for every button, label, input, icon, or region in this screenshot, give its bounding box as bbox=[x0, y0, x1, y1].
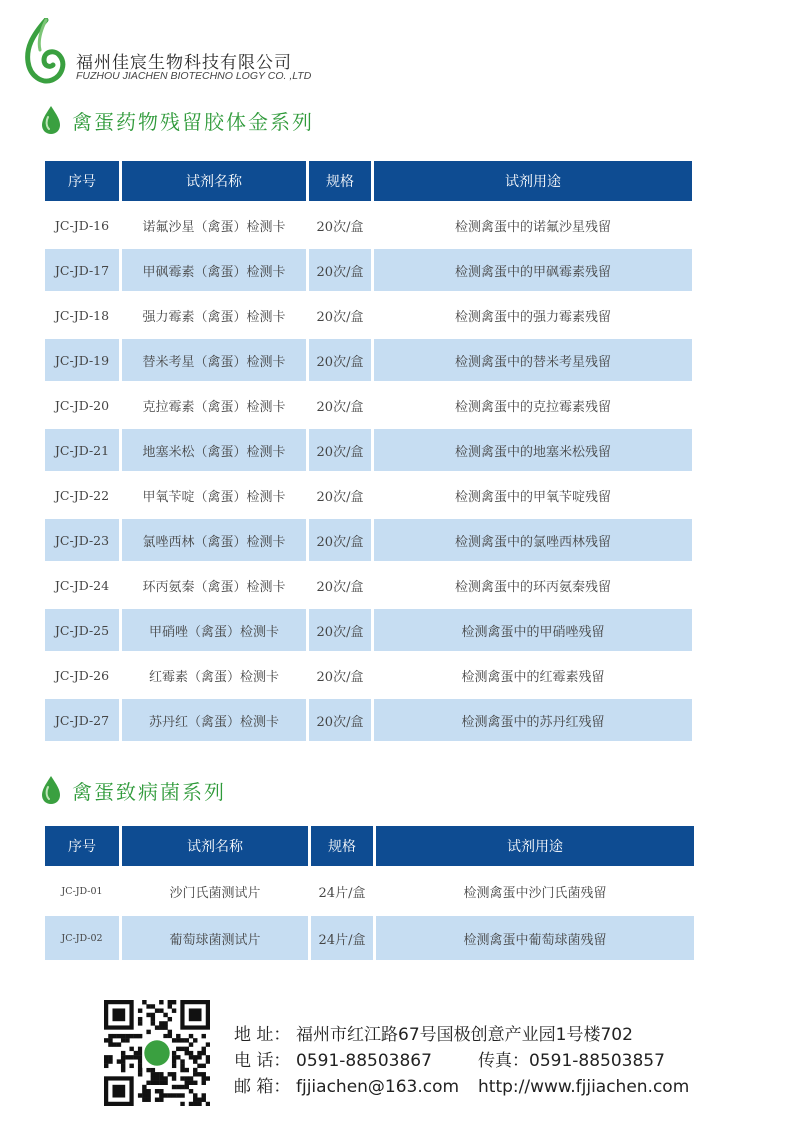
section-title-text: 禽蛋致病菌系列 bbox=[72, 779, 226, 804]
cell-spec: 20次/盒 bbox=[309, 429, 371, 471]
logo-icon bbox=[22, 18, 68, 88]
cell-name: 地塞米松（禽蛋）检测卡 bbox=[122, 429, 306, 471]
cell-use: 检测禽蛋中的甲砜霉素残留 bbox=[374, 249, 692, 291]
section-title-drug-residue bbox=[40, 102, 314, 138]
table-row bbox=[45, 654, 692, 696]
qr-code-icon bbox=[104, 1000, 210, 1106]
column-header-name: 试剂名称 bbox=[122, 161, 306, 201]
cell-spec: 20次/盒 bbox=[309, 699, 371, 741]
phone-row bbox=[234, 1048, 665, 1074]
address-label: 地 址： bbox=[234, 1025, 291, 1045]
cell-code: JC-JD-18 bbox=[54, 307, 110, 323]
cell-use: 检测禽蛋中的诺氟沙星残留 bbox=[454, 219, 611, 235]
cell-name: 甲砜霉素（禽蛋）检测卡 bbox=[122, 249, 306, 291]
table-row bbox=[45, 869, 694, 913]
column-header-spec: 规格 bbox=[311, 826, 373, 866]
table-row bbox=[45, 916, 694, 960]
cell-spec: 20次/盒 bbox=[309, 249, 371, 291]
company-name-en: FUZHOU JIACHEN BIOTECHNO LOGY CO. ,LTD bbox=[76, 70, 312, 82]
column-header-code: 序号 bbox=[45, 826, 119, 866]
table-row bbox=[45, 474, 692, 516]
cell-code: JC-JD-26 bbox=[54, 667, 110, 683]
email-label: 邮 箱： bbox=[234, 1077, 291, 1097]
cell-name: 葡萄球菌测试片 bbox=[122, 916, 308, 960]
cell-use: 检测禽蛋中的苏丹红残留 bbox=[374, 699, 692, 741]
column-header-code: 序号 bbox=[45, 161, 119, 201]
phone-label: 电 话： bbox=[234, 1051, 291, 1071]
address-value: 福州市红江路67号国极创意产业园1号楼702 bbox=[296, 1025, 633, 1045]
cell-use: 检测禽蛋中的地塞米松残留 bbox=[374, 429, 692, 471]
cell-use: 检测禽蛋中沙门氏菌残留 bbox=[463, 885, 607, 901]
section-title-pathogen bbox=[40, 772, 226, 808]
table-row bbox=[45, 519, 692, 561]
column-header-use: 试剂用途 bbox=[376, 826, 694, 866]
table-header-row bbox=[45, 826, 694, 866]
cell-code: JC-JD-19 bbox=[45, 339, 119, 381]
table-header-row bbox=[45, 161, 692, 201]
cell-spec: 20次/盒 bbox=[316, 219, 364, 235]
cell-use: 检测禽蛋中的克拉霉素残留 bbox=[454, 399, 611, 415]
table-row bbox=[45, 429, 692, 471]
cell-name: 诺氟沙星（禽蛋）检测卡 bbox=[142, 219, 286, 235]
cell-code: JC-JD-02 bbox=[45, 916, 119, 960]
email-value[interactable]: fjjiachen@163.com bbox=[296, 1077, 460, 1097]
table-row bbox=[45, 564, 692, 606]
cell-spec: 24片/盒 bbox=[311, 916, 373, 960]
cell-code: JC-JD-16 bbox=[54, 217, 110, 233]
cell-use: 检测禽蛋中的甲硝唑残留 bbox=[374, 609, 692, 651]
drug-residue-table bbox=[42, 158, 695, 744]
cell-use: 检测禽蛋中的替米考星残留 bbox=[374, 339, 692, 381]
leaf-drop-icon bbox=[40, 775, 62, 805]
table-row bbox=[45, 699, 692, 741]
cell-spec: 20次/盒 bbox=[309, 339, 371, 381]
fax-label: 传真： bbox=[478, 1051, 529, 1071]
cell-name: 克拉霉素（禽蛋）检测卡 bbox=[142, 399, 286, 415]
cell-code: JC-JD-21 bbox=[45, 429, 119, 471]
cell-name: 甲氧苄啶（禽蛋）检测卡 bbox=[142, 489, 286, 505]
cell-use: 检测禽蛋中的甲氧苄啶残留 bbox=[454, 489, 611, 505]
cell-use: 检测禽蛋中的氯唑西林残留 bbox=[374, 519, 692, 561]
cell-code: JC-JD-20 bbox=[54, 397, 110, 413]
cell-name: 强力霉素（禽蛋）检测卡 bbox=[142, 309, 286, 325]
column-header-use: 试剂用途 bbox=[374, 161, 692, 201]
fax-value: 0591-88503857 bbox=[529, 1051, 665, 1071]
contact-info bbox=[234, 1022, 690, 1100]
cell-code: JC-JD-27 bbox=[45, 699, 119, 741]
column-header-spec: 规格 bbox=[309, 161, 371, 201]
cell-name: 环丙氨秦（禽蛋）检测卡 bbox=[142, 579, 286, 595]
cell-use: 检测禽蛋中的强力霉素残留 bbox=[454, 309, 611, 325]
cell-spec: 20次/盒 bbox=[316, 489, 364, 505]
pathogen-table bbox=[42, 823, 697, 963]
cell-spec: 20次/盒 bbox=[316, 309, 364, 325]
cell-code: JC-JD-23 bbox=[45, 519, 119, 561]
contact-footer bbox=[104, 1000, 724, 1110]
cell-use: 检测禽蛋中葡萄球菌残留 bbox=[376, 916, 694, 960]
cell-spec: 20次/盒 bbox=[316, 399, 364, 415]
cell-name: 苏丹红（禽蛋）检测卡 bbox=[122, 699, 306, 741]
cell-use: 检测禽蛋中的红霉素残留 bbox=[461, 669, 605, 685]
cell-use: 检测禽蛋中的环丙氨秦残留 bbox=[454, 579, 611, 595]
website-link[interactable]: http://www.fjjiachen.com bbox=[478, 1077, 690, 1097]
table-row bbox=[45, 249, 692, 291]
cell-code: JC-JD-24 bbox=[54, 577, 110, 593]
cell-name: 替米考星（禽蛋）检测卡 bbox=[122, 339, 306, 381]
email-row bbox=[234, 1074, 690, 1100]
cell-name: 甲硝唑（禽蛋）检测卡 bbox=[122, 609, 306, 651]
company-name-cn: 福州佳宸生物科技有限公司 bbox=[76, 53, 292, 73]
cell-spec: 20次/盒 bbox=[316, 579, 364, 595]
company-header bbox=[20, 18, 440, 90]
cell-spec: 20次/盒 bbox=[309, 519, 371, 561]
cell-spec: 20次/盒 bbox=[316, 669, 364, 685]
section-title-text: 禽蛋药物残留胶体金系列 bbox=[72, 109, 314, 134]
cell-spec: 24片/盒 bbox=[318, 885, 366, 901]
cell-name: 红霉素（禽蛋）检测卡 bbox=[148, 669, 279, 685]
table-row bbox=[45, 609, 692, 651]
table-row bbox=[45, 384, 692, 426]
cell-name: 氯唑西林（禽蛋）检测卡 bbox=[122, 519, 306, 561]
cell-spec: 20次/盒 bbox=[309, 609, 371, 651]
table-row bbox=[45, 204, 692, 246]
leaf-drop-icon bbox=[40, 105, 62, 135]
cell-code: JC-JD-22 bbox=[54, 487, 110, 503]
cell-code: JC-JD-17 bbox=[45, 249, 119, 291]
phone-value: 0591-88503867 bbox=[296, 1051, 432, 1071]
table-row bbox=[45, 339, 692, 381]
table-row bbox=[45, 294, 692, 336]
cell-code: JC-JD-01 bbox=[61, 885, 103, 897]
cell-name: 沙门氏菌测试片 bbox=[169, 885, 261, 901]
address-row bbox=[234, 1022, 633, 1048]
cell-code: JC-JD-25 bbox=[45, 609, 119, 651]
column-header-name: 试剂名称 bbox=[122, 826, 308, 866]
